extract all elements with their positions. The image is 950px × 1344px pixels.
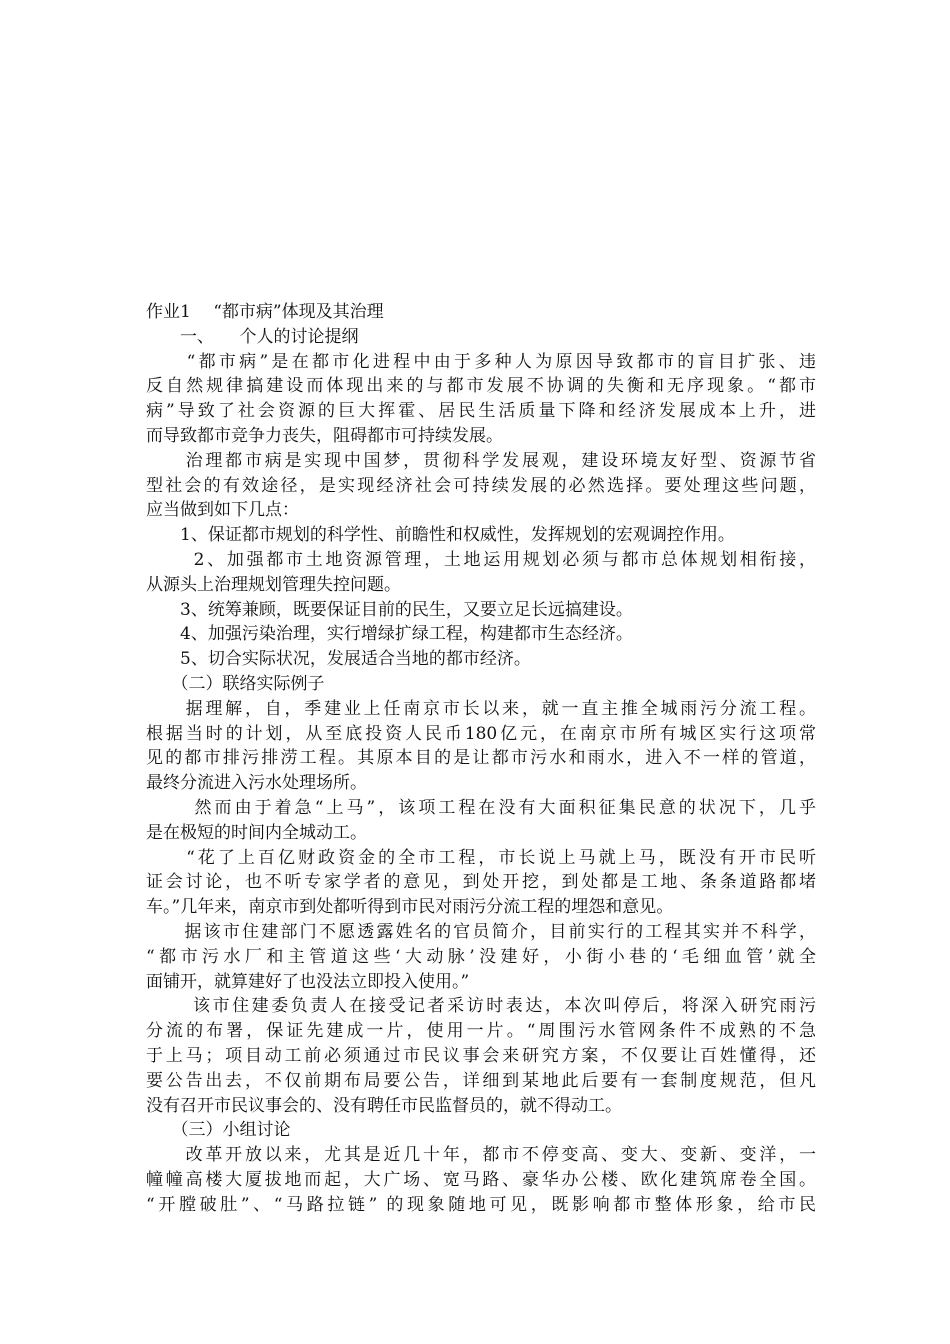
paragraph-line: 反自然规律搞建设而体现出来的与都市发展不协调的失衡和无序现象。“都市 — [146, 376, 816, 397]
paragraph-line: 改革开放以来，尤其是近几十年，都市不停变高、变大、变新、变洋，一 — [146, 1145, 816, 1166]
paragraph-line: 病”导致了社会资源的巨大挥霍、居民生活质量下降和经济发展成本上升，进 — [146, 401, 816, 422]
paragraph-line: 据理解，自，季建业上任南京市长以来，就一直主推全城雨污分流工程。 — [146, 698, 816, 719]
paragraph-line: 没有召开市民议事会的、没有聘任市民监督员的，就不得动工。 — [146, 1095, 622, 1116]
list-item: 3、统筹兼顾，既要保证目前的民生，又要立足长远搞建设。 — [146, 599, 633, 620]
section-heading-2: （二）联络实际例子 — [146, 673, 325, 694]
list-item: 1、保证都市规划的科学性、前瞻性和权威性，发挥规划的宏观调控作用。 — [146, 525, 735, 546]
list-item-continuation: 从源头上治理规划管理失控问题。 — [146, 574, 401, 595]
paragraph-line: “都市污水厂和主管道这些‘大动脉’没建好，小街小巷的‘毛细血管’就全 — [146, 946, 816, 967]
paragraph-line: 见的都市排污排涝工程。其原本目的是让都市污水和雨水，进入不一样的管道， — [146, 748, 816, 769]
paragraph-line: 证会讨论，也不听专家学者的意见，到处开挖，到处都是工地、条条道路都堵 — [146, 872, 816, 893]
paragraph-line: 型社会的有效途径，是实现经济社会可持续发展的必然选择。要处理这些问题， — [146, 475, 816, 496]
paragraph-line: 车。”几年来，南京市到处都听得到市民对雨污分流工程的埋怨和意见。 — [146, 897, 674, 918]
list-item: 4、加强污染治理，实行增绿扩绿工程，构建都市生态经济。 — [146, 624, 633, 645]
paragraph-line: 根据当时的计划，从至底投资人民币180亿元，在南京市所有城区实行这项常 — [146, 723, 816, 744]
paragraph-line: 治理都市病是实现中国梦，贯彻科学发展观，建设环境友好型、资源节省 — [146, 450, 816, 471]
paragraph-line: 是在极短的时间内全城动工。 — [146, 822, 367, 843]
paragraph-line: 该市住建委负责人在接受记者采访时表达，本次叫停后，将深入研究雨污 — [146, 996, 816, 1017]
list-item: 5、切合实际状况，发展适合当地的都市经济。 — [146, 649, 531, 670]
section-heading-1: 一、 个人的讨论提纲 — [146, 326, 359, 347]
document-body — [146, 300, 816, 1217]
paragraph-line: 幢幢高楼大厦拔地而起，大广场、宽马路、豪华办公楼、欧化建筑席卷全国。 — [146, 1169, 816, 1190]
paragraph-line: 然而由于着急“上马”，该项工程在没有大面积征集民意的状况下，几乎 — [146, 797, 816, 818]
paragraph-line: 于上马；项目动工前必须通过市民议事会来研究方案，不仅要让百姓懂得，还 — [146, 1045, 816, 1066]
list-item: 2、加强都市土地资源管理，土地运用规划必须与都市总体规划相衔接， — [146, 549, 816, 570]
paragraph-line: 而导致都市竞争力丧失，阻碍都市可持续发展。 — [146, 425, 503, 446]
paragraph-line: 据该市住建部门不愿透露姓名的官员简介，目前实行的工程其实并不科学， — [146, 921, 816, 942]
paragraph-line: 应当做到如下几点： — [146, 500, 299, 521]
paragraph-line: “都市病”是在都市化进程中由于多种人为原因导致都市的盲目扩张、违 — [146, 351, 816, 372]
paragraph-line: 分流的布署，保证先建成一片，使用一片。“周围污水管网条件不成熟的不急 — [146, 1021, 816, 1042]
paragraph-line: “花了上百亿财政资金的全市工程，市长说上马就上马，既没有开市民听 — [146, 847, 816, 868]
document-title: 作业1 “都市病”体现及其治理 — [146, 302, 384, 322]
paragraph-line: 面铺开，就算建好了也没法立即投入使用。” — [146, 971, 470, 992]
section-heading-3: （三）小组讨论 — [146, 1120, 291, 1141]
paragraph-line: “开膛破肚”、“马路拉链” 的现象随地可见，既影响都市整体形象，给市民 — [146, 1194, 816, 1215]
paragraph-line: 最终分流进入污水处理场所。 — [146, 773, 367, 794]
paragraph-line: 要公告出去，不仅前期布局要公告，详细到某地此后要有一套制度规范，但凡 — [146, 1070, 816, 1091]
